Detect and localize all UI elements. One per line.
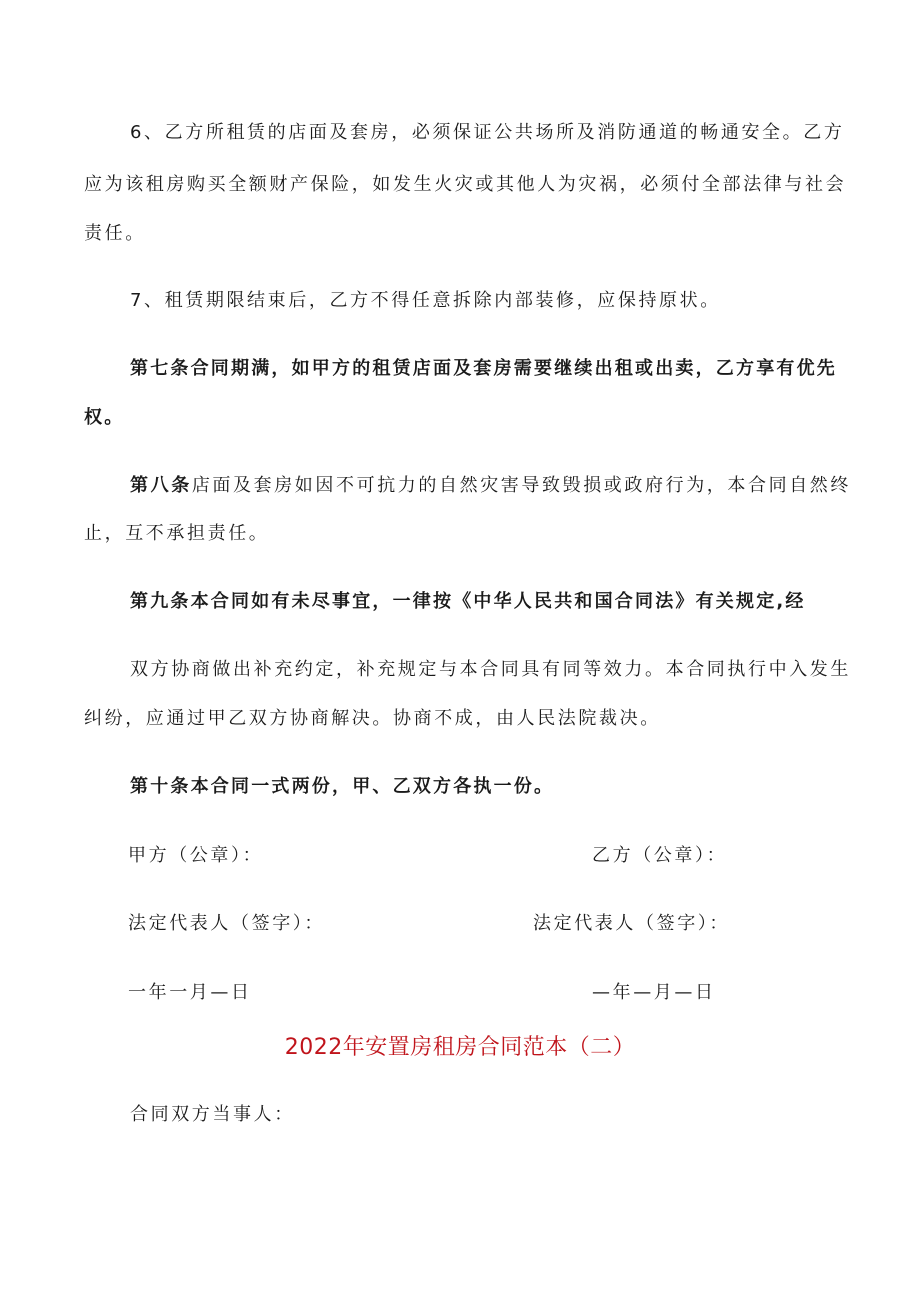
contract-parties-label: 合同双方当事人： bbox=[130, 1104, 295, 1125]
section-heading: 2022年安置房租房合同范本（二） bbox=[284, 1035, 636, 1060]
party-b-seal-label: 乙方（公章）： bbox=[592, 845, 728, 866]
article-8-line-2: 止，互不承担责任。 bbox=[84, 523, 270, 544]
clause-6-line-3: 责任。 bbox=[84, 223, 146, 244]
article-9-cont-line-1: 双方协商做出补充约定，补充规定与本合同具有同等效力。本合同执行中入发生 bbox=[130, 659, 851, 680]
clause-7-line-1: 7、租赁期限结束后，乙方不得任意拆除内部装修，应保持原状。 bbox=[130, 290, 721, 311]
clause-6-line-1: 6、乙方所租赁的店面及套房，必须保证公共场所及消防通道的畅通安全。乙方 bbox=[130, 122, 845, 143]
party-b-date-label: —年—月—日 bbox=[592, 982, 716, 1003]
party-a-representative-label: 法定代表人（签字）： bbox=[128, 913, 325, 934]
article-10-line-1: 第十条本合同一式两份，甲、乙双方各执一份。 bbox=[130, 776, 555, 797]
party-a-seal-label: 甲方（公章）： bbox=[128, 845, 264, 866]
article-8-lead: 第八条 bbox=[130, 475, 192, 496]
article-9-cont-line-2: 纠纷，应通过甲乙双方协商解决。协商不成，由人民法院裁决。 bbox=[84, 708, 661, 729]
article-8-line-1 bbox=[130, 474, 851, 498]
article-7-line-2: 权。 bbox=[84, 407, 125, 428]
party-b-representative-label: 法定代表人（签字）： bbox=[533, 913, 730, 934]
article-8-line-1-text: 店面及套房如因不可抗力的自然灾害导致毁损或政府行为，本合同自然终 bbox=[191, 475, 852, 496]
clause-6-line-2: 应为该租房购买全额财产保险，如发生火灾或其他人为灾祸，必须付全部法律与社会 bbox=[84, 174, 847, 195]
party-a-date-label: 一年一月—日 bbox=[128, 982, 252, 1003]
article-7-line-1: 第七条合同期满，如甲方的租赁店面及套房需要继续出租或出卖，乙方享有优先 bbox=[130, 358, 837, 379]
article-9-line-1: 第九条本合同如有未尽事宜，一律按《中华人民共和国合同法》有关规定,经 bbox=[130, 591, 806, 612]
